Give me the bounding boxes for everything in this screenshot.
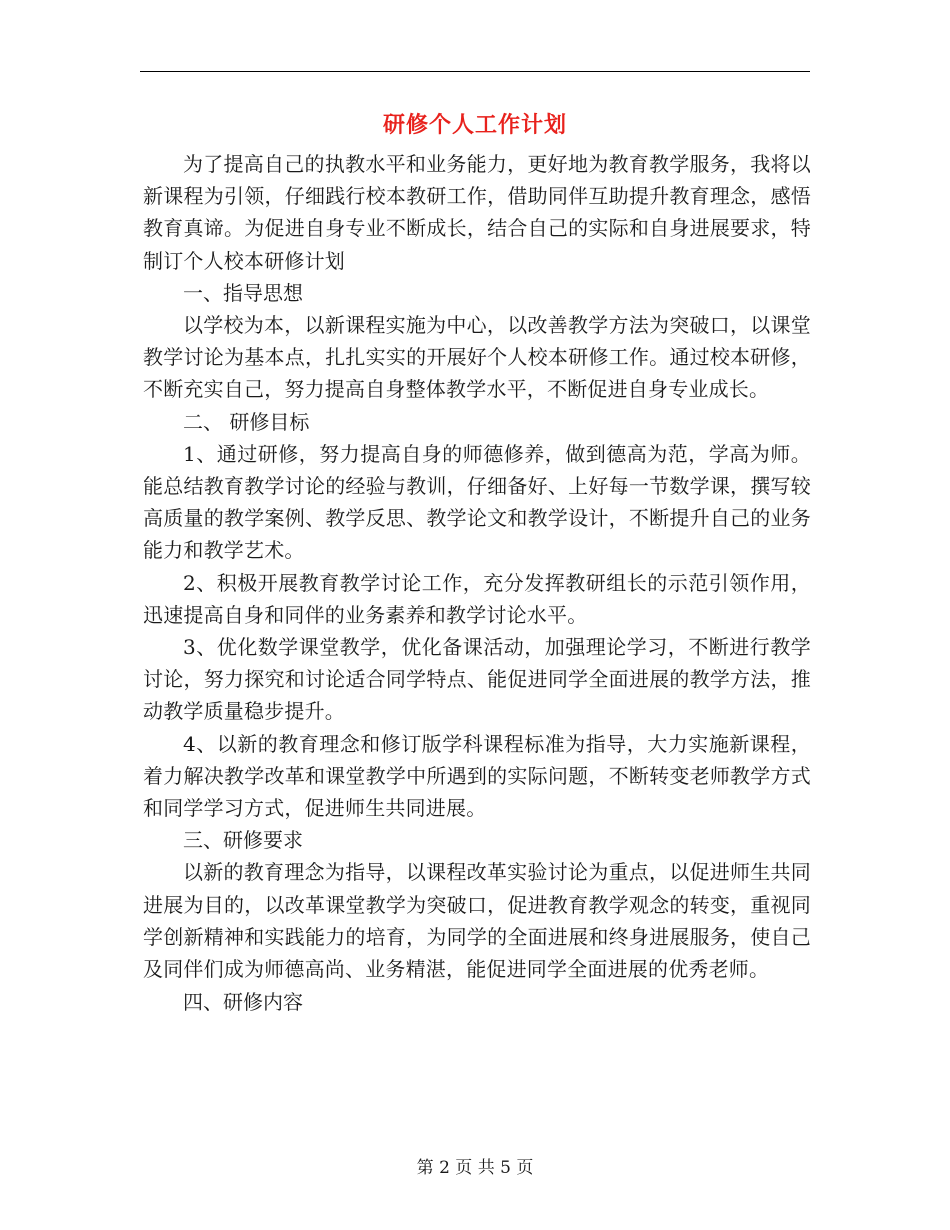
guiding-thought-paragraph: 以学校为本，以新课程实施为中心，以改善教学方法为突破口，以课堂教学讨论为基本点，扎扎实实的开展好个人校本研修工作。通过校本研修，不断充实自己，努力提高自身整体教学水平，不断促进自身专业成长。: [143, 313, 811, 402]
section-heading-goals: 二、 研修目标: [183, 409, 310, 434]
goal-item-4: 4、以新的教育理念和修订版学科课程标准为指导，大力实施新课程，着力解决教学改革和课堂教学中所遇到的实际问题，不断转变老师教学方式和同学学习方式，促进师生共同进展。: [143, 731, 811, 821]
section-heading-guiding-thought: 一、指导思想: [183, 280, 303, 305]
requirements-paragraph: 以新的教育理念为指导，以课程改革实验讨论为重点，以促进师生共同进展为目的，以改革课堂教学为突破口，促进教育教学观念的转变，重视同学创新精神和实践能力的培育，为同学的全面进展和终身进展服务，使自己及同伴们成为师德高尚、业务精湛，能促进同学全面进展的优秀老师。: [143, 860, 811, 982]
goal-item-1: 1、通过研修，努力提高自身的师德修养，做到德高为范，学高为师。能总结教育教学讨论的经验与教训，仔细备好、上好每一节数学课，撰写较高质量的教学案例、教学反思、教学论文和教学设计，不断提升自己的业务能力和教学艺术。: [143, 441, 811, 563]
document-body: [143, 148, 811, 1018]
goal-item-3: 3、优化数学课堂教学，优化备课活动，加强理论学习，不断进行教学讨论，努力探究和讨论适合同学特点、能促进同学全面进展的教学方法，推动教学质量稳步提升。: [143, 635, 811, 724]
page-number-footer: 第 2 页 共 5 页: [416, 1158, 534, 1178]
document-title: 研修个人工作计划: [382, 112, 567, 138]
header-rule: [140, 71, 810, 72]
intro-paragraph: 为了提高自己的执教水平和业务能力，更好地为教育教学服务，我将以新课程为引领，仔细践行校本教研工作，借助同伴互助提升教育理念，感悟教育真谛。为促进自身专业不断成长，结合自己的实际和自身进展要求，特制订个人校本研修计划: [143, 152, 811, 273]
section-heading-requirements: 三、研修要求: [183, 828, 303, 853]
goal-item-2: 2、积极开展教育教学讨论工作，充分发挥教研组长的示范引领作用，迅速提高自身和同伴的业务素养和教学讨论水平。: [143, 570, 811, 627]
section-heading-content: 四、研修内容: [183, 990, 303, 1015]
